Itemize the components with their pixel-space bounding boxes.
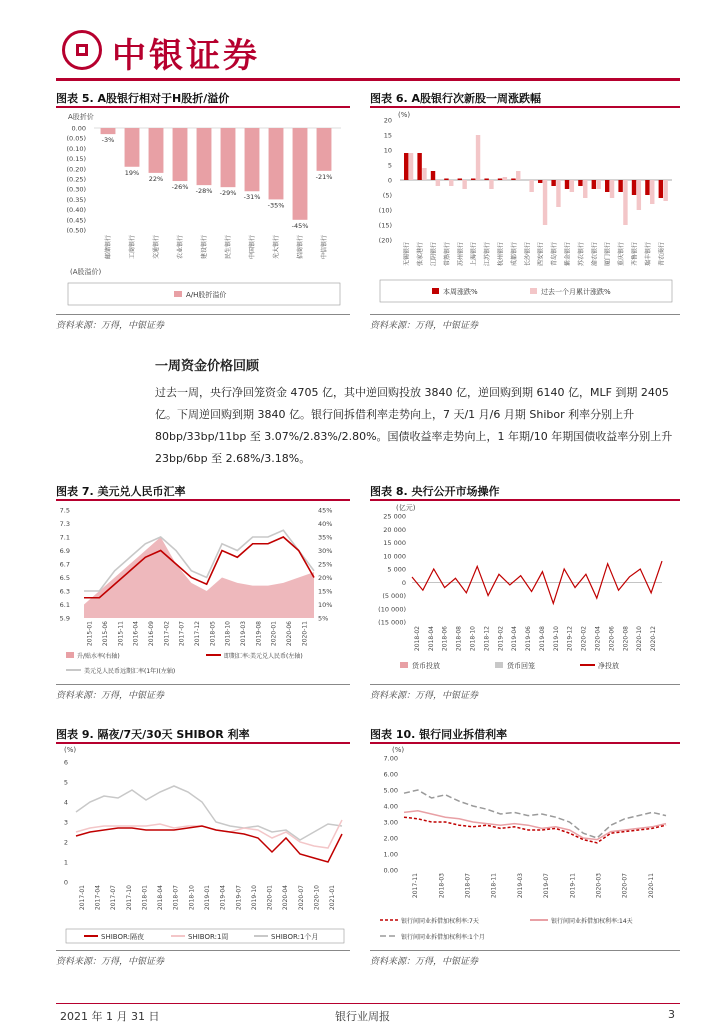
- fig6-bar-week: [458, 179, 462, 181]
- fig8-y-tick: 25 000: [383, 512, 406, 521]
- fig5-data-label: -29%: [219, 189, 237, 198]
- fig5-y-tick: (0.35): [66, 195, 86, 204]
- fig6-x-ticks: [403, 242, 666, 266]
- fig7-legend-label-1: 升/贴水率(右轴): [77, 653, 120, 660]
- fig6-y-tick: (10): [378, 206, 392, 215]
- fig9-1m-line: [76, 786, 342, 840]
- fig8-legend-swatch-1: [400, 662, 408, 668]
- fig9-legend-label-3: SHIBOR:1个月: [271, 933, 319, 941]
- fig9-x-tick: 2020-01: [266, 885, 274, 911]
- fig7-x-tick: 2017-02: [163, 621, 171, 647]
- fig8-y-tick: (10 000): [378, 605, 406, 614]
- fig7-yr-tick: 5%: [318, 614, 329, 623]
- fig6-y-tick: 0: [387, 176, 392, 185]
- fig6-bar-week: [431, 171, 435, 180]
- fig9-y-tick: 1: [63, 858, 68, 867]
- fig8-x-tick: 2018-04: [427, 626, 435, 652]
- fig8-x-tick: 2019-12: [566, 626, 574, 652]
- fig5-chart: [56, 108, 350, 308]
- fig6-x-tick: 江阴银行: [430, 242, 438, 267]
- fig10-unit: (%): [392, 746, 405, 754]
- fig6-x-tick: 上海银行: [470, 242, 478, 267]
- fig5-data-label: 19%: [124, 168, 140, 177]
- fig6-x-tick: 苏农银行: [577, 242, 585, 267]
- fig6-x-tick: 齐鲁银行: [631, 242, 639, 267]
- fig6-y-tick: 5: [387, 161, 392, 170]
- fig6-legend-box: [380, 280, 672, 302]
- fig5-y-ticks: [66, 125, 86, 235]
- fig6-bar-month: [570, 180, 574, 192]
- fig7-yl-tick: 6.7: [59, 560, 70, 569]
- fig7-yl-tick: 6.5: [59, 574, 70, 582]
- fig6-bar-month: [516, 171, 520, 180]
- fig10-y-tick: 7.00: [383, 754, 398, 763]
- fig6-src-rule: [370, 314, 680, 315]
- fig6-legend-label-1: 本周涨跌%: [443, 288, 478, 296]
- fig6-x-tick: 张家港行: [417, 242, 425, 267]
- fig7-x-ticks: [87, 621, 309, 646]
- fig6-title: 图表 6. A股银行次新股一周涨跌幅: [370, 92, 542, 105]
- fig6-x-tick: 杭州银行: [497, 242, 505, 267]
- fig6-x-tick: 成都银行: [510, 242, 518, 267]
- fig6-bar-month: [529, 180, 533, 192]
- fig10-y-tick: 3.00: [383, 818, 398, 827]
- fig10-x-ticks: [412, 873, 655, 898]
- fig8-source: 资料来源：万得，中银证券: [370, 691, 479, 701]
- fig5-y-tick: (0.05): [66, 134, 86, 143]
- fig10-legend-label-1: 银行间同业拆借加权利率:7天: [401, 918, 479, 925]
- fig9-x-tick: 2018-07: [172, 885, 180, 911]
- fig6-bar-week: [417, 153, 421, 180]
- fig6-y-tick: (15): [378, 221, 392, 230]
- fig6-source: 资料来源：万得，中银证券: [370, 321, 479, 331]
- fig7-x-tick: 2015-01: [86, 621, 94, 647]
- fig6-chart: [370, 108, 680, 308]
- fig6-bar-month: [556, 180, 560, 207]
- fig10-chart: [370, 744, 680, 946]
- fig7-yr-tick: 15%: [318, 587, 333, 596]
- fig10-y-tick: 1.00: [383, 850, 398, 859]
- fig6-bar-week: [618, 180, 622, 192]
- fig5-category-label: 农业银行: [177, 235, 184, 260]
- fig10-x-tick: 2018-07: [464, 873, 472, 899]
- fig5-legend-label: A/H股折溢价: [186, 291, 227, 299]
- fig6-x-tick: 瑞丰银行: [644, 242, 652, 267]
- fig6-x-tick: 常熟银行: [443, 242, 451, 267]
- fig8-x-tick: 2020-10: [636, 626, 644, 652]
- fig5-category-label: 中信银行: [321, 235, 328, 260]
- fig5-y-tick: 0.00: [71, 124, 86, 133]
- fig8-x-tick: 2020-06: [608, 626, 616, 652]
- fig5-bar: [173, 128, 188, 181]
- fig5-category-label: 光大银行: [273, 235, 280, 260]
- fig9-y-tick: 4: [63, 798, 68, 807]
- fig9-x-tick: 2019-10: [250, 885, 258, 911]
- fig5-category-label: 招商银行: [297, 235, 304, 260]
- fig6-y-tick: (20): [378, 236, 392, 245]
- fig6-bar-week: [592, 180, 596, 189]
- fig6-legend-label-2: 过去一个月累计涨跌%: [541, 288, 611, 296]
- fig6-unit: (%): [398, 111, 411, 119]
- fig6-bar-week: [632, 180, 636, 195]
- fig10-source: 资料来源：万得，中银证券: [370, 957, 479, 967]
- fig10-x-tick: 2020-03: [595, 873, 603, 899]
- fig10-y-tick: 5.00: [383, 786, 398, 795]
- fig6-bar-month: [650, 180, 654, 204]
- fig8-x-tick: 2019-04: [511, 626, 519, 652]
- fig6-bar-month: [409, 153, 413, 180]
- fig6-bar-month: [476, 135, 480, 180]
- fig7-y-right-ticks: [318, 507, 332, 623]
- brand-name: 中银证券: [112, 36, 260, 76]
- fig8-x-tick: 2018-12: [483, 626, 491, 652]
- footer-date: 2021 年 1 月 31 日: [60, 1010, 160, 1023]
- fig8-legend-label-2: 货币回笼: [507, 662, 535, 670]
- fig6-x-tick: 江苏银行: [484, 242, 492, 267]
- fig10-x-tick: 2019-07: [543, 873, 551, 899]
- fig5-y-tick: (0.15): [66, 155, 86, 164]
- fig10-x-tick: 2019-11: [569, 873, 577, 899]
- fig9-x-tick: 2020-04: [282, 885, 290, 911]
- fig6-bar-month: [449, 180, 453, 186]
- fig9-x-tick: 2017-04: [94, 885, 102, 911]
- fig8-src-rule: [370, 684, 680, 685]
- fig9-x-tick: 2017-01: [78, 885, 86, 911]
- fig7-x-tick: 2016-04: [132, 621, 140, 647]
- fig9-y-tick: 3: [63, 818, 68, 827]
- fig6-x-tick: 青岛银行: [551, 242, 559, 267]
- fig6-bar-month: [596, 180, 600, 189]
- fig6-bar-week: [498, 179, 502, 181]
- fig9-x-tick: 2018-04: [157, 885, 165, 911]
- fig5-data-label: -28%: [195, 187, 213, 196]
- fig8-y-tick: 20 000: [383, 525, 406, 534]
- fig10-y-ticks: [384, 755, 398, 875]
- fig9-x-ticks: [79, 885, 336, 910]
- fig9-y-tick: 0: [63, 878, 68, 887]
- fig8-legend-swatch-2: [495, 662, 503, 668]
- fig7-legend-label-3: 美元兑人民币远期汇率(1年)(左轴): [84, 668, 176, 675]
- fig10-legend-label-2: 银行间同业拆借加权利率:14天: [551, 918, 633, 925]
- fig6-bar-month: [489, 180, 493, 189]
- fig10-y-tick: 0.00: [383, 866, 398, 875]
- fig7-legend-label-2: 即期汇率:美元兑人民币(左轴): [224, 653, 303, 660]
- fig8-legend-label-1: 货币投放: [412, 662, 440, 670]
- fig10-x-tick: 2018-03: [438, 873, 446, 899]
- fig8-y-tick: 10 000: [383, 552, 406, 561]
- fig6-x-tick: 长沙银行: [524, 242, 532, 267]
- fig6-bar-week: [484, 179, 488, 181]
- fig8-x-ticks: [414, 626, 657, 651]
- fig8-x-tick: 2018-02: [413, 626, 421, 652]
- fig6-bar-month: [503, 177, 507, 180]
- fig7-title: 图表 7. 美元兑人民币汇率: [56, 485, 186, 498]
- fig7-plot: [84, 530, 314, 618]
- fig8-x-tick: 2019-08: [538, 626, 546, 652]
- fig7-yl-tick: 6.3: [59, 587, 70, 596]
- fig5-bar: [293, 128, 308, 220]
- fig5-bar: [269, 128, 284, 199]
- fig7-x-tick: 2017-12: [194, 621, 201, 647]
- fig7-x-tick: 2020-06: [286, 621, 293, 647]
- fig6-y-tick: 10: [383, 146, 392, 155]
- fig6-bar-week: [404, 153, 408, 180]
- fig9-x-tick: 2017-10: [125, 885, 133, 911]
- fig5-bars: [101, 128, 333, 259]
- fig8-y-tick: 5 000: [387, 565, 406, 574]
- fig9-y-tick: 6: [63, 758, 68, 767]
- fig5-category-label: 工商银行: [129, 235, 136, 260]
- fig5-data-label: -45%: [291, 221, 309, 230]
- fig5-title: 图表 5. A股银行相对于H股折/溢价: [56, 92, 230, 105]
- section-heading: 一周资金价格回顾: [155, 359, 260, 374]
- fig10-x-tick: 2020-07: [621, 873, 629, 899]
- fig10-x-tick: 2019-03: [516, 873, 524, 899]
- fig6-bar-month: [623, 180, 627, 225]
- fig6-x-tick: 重庆银行: [618, 242, 626, 267]
- fig8-x-tick: 2018-08: [455, 626, 463, 652]
- fig6-bar-week: [551, 180, 555, 186]
- fig5-bar: [149, 128, 164, 173]
- fig6-x-tick: 苏州银行: [457, 242, 465, 267]
- fig6-bar-week: [538, 180, 542, 183]
- fig7-x-tick: 2020-11: [301, 621, 309, 647]
- fig7-yr-tick: 20%: [318, 574, 333, 582]
- fig7-yr-tick: 40%: [318, 520, 333, 528]
- fig9-unit: (%): [64, 746, 77, 754]
- fig5-y-tick: (0.30): [66, 185, 86, 194]
- fig5-bar: [125, 128, 140, 167]
- fig9-x-tick: 2017-07: [110, 885, 118, 911]
- fig9-x-tick: 2020-07: [297, 885, 305, 911]
- fig7-x-tick: 2015-11: [117, 621, 125, 647]
- fig7-yr-tick: 35%: [318, 533, 333, 542]
- fig7-yr-tick: 25%: [318, 560, 333, 569]
- fig7-x-tick: 2017-07: [178, 621, 186, 647]
- fig6-bar-month: [637, 180, 641, 210]
- fig9-legend-label-2: SHIBOR:1周: [188, 933, 229, 941]
- fig6-x-tick: 渝农银行: [591, 242, 599, 267]
- fig8-x-tick: 2020-04: [594, 626, 602, 652]
- fig5-y-tick: (0.20): [66, 165, 86, 174]
- fig5-y-tick: (0.50): [66, 226, 86, 235]
- fig9-src-rule: [56, 950, 350, 951]
- fig7-x-tick: 2020-01: [270, 621, 278, 647]
- fig7-x-tick: 2018-05: [209, 621, 217, 647]
- fig6-y-ticks: [379, 117, 392, 245]
- fig5-source: 资料来源：万得，中银证券: [56, 321, 165, 331]
- fig5-axis-note: (A股溢价): [70, 268, 102, 276]
- fig6-bar-month: [583, 180, 587, 198]
- fig6-x-tick: 青农商行: [658, 242, 666, 267]
- fig8-rule: [370, 499, 680, 501]
- fig7-yl-tick: 7.5: [59, 506, 70, 515]
- fig8-y-ticks: [378, 513, 406, 627]
- fig5-axis-title: A股折价: [68, 113, 94, 121]
- footer-page: 3: [668, 1008, 675, 1021]
- fig6-bar-month: [436, 180, 440, 186]
- fig5-category-label: 中国银行: [249, 235, 256, 260]
- fig10-x-tick: 2020-11: [647, 873, 655, 899]
- fig6-bar-month: [422, 168, 426, 180]
- fig8-title: 图表 8. 央行公开市场操作: [370, 485, 500, 498]
- fig8-y-tick: 15 000: [383, 539, 406, 547]
- fig8-x-tick: 2019-06: [525, 626, 533, 652]
- fig7-x-tick: 2016-09: [148, 621, 155, 647]
- fig7-x-tick: 2019-03: [240, 621, 247, 647]
- fig7-yl-tick: 7.1: [59, 533, 70, 542]
- fig8-x-tick: 2019-10: [552, 626, 560, 652]
- fig7-yr-tick: 30%: [318, 547, 333, 555]
- fig8-y-tick: (5 000): [382, 592, 406, 600]
- fig5-bar: [317, 128, 332, 171]
- fig5-data-label: -21%: [315, 172, 333, 181]
- fig5-data-label: -3%: [101, 136, 115, 145]
- fig7-premium-area: [84, 537, 314, 618]
- fig8-x-tick: 2020-12: [650, 626, 658, 652]
- fig7-x-tick: 2019-08: [255, 621, 263, 647]
- fig6-y-tick: 20: [383, 116, 392, 125]
- fig6-bar-month: [610, 180, 614, 198]
- fig9-1w-line: [76, 820, 342, 848]
- fig8-x-tick: 2018-06: [441, 626, 449, 652]
- footer-report: 银行业周报: [335, 1010, 390, 1023]
- fig8-unit: (亿元): [396, 504, 416, 512]
- fig10-y-tick: 2.00: [383, 834, 398, 843]
- fig8-plot: [412, 561, 662, 603]
- fig6-bar-month: [462, 180, 466, 189]
- fig6-x-tick: 紫金银行: [564, 242, 572, 267]
- fig9-source: 资料来源：万得，中银证券: [56, 957, 165, 967]
- fig8-chart: [370, 502, 680, 680]
- fig7-yr-tick: 45%: [318, 506, 333, 515]
- fig7-yl-tick: 6.9: [59, 547, 70, 555]
- fig6-x-tick: 厦门银行: [604, 242, 612, 267]
- fig6-bar-week: [605, 180, 609, 192]
- fig5-category-label: 邮储银行: [105, 235, 112, 260]
- fig7-src-rule: [56, 684, 350, 685]
- fig6-bar-month: [663, 180, 667, 201]
- fig5-bar: [197, 128, 212, 185]
- fig6-legend-swatch-1: [432, 288, 439, 294]
- fig5-category-label: 交通银行: [153, 235, 160, 260]
- fig6-bar-week: [565, 180, 569, 189]
- fig9-overnight-line: [76, 826, 342, 862]
- fig7-yl-tick: 5.9: [59, 614, 70, 623]
- fig5-y-tick: (0.40): [66, 206, 86, 215]
- fig7-x-tick: 2015-06: [102, 621, 109, 647]
- fig6-bar-month: [543, 180, 547, 225]
- bank-logo: [62, 30, 102, 70]
- fig7-x-tick: 2018-10: [224, 621, 232, 647]
- fig6-legend-swatch-2: [530, 288, 537, 294]
- fig6-bar-week: [578, 180, 582, 186]
- fig10-plot: [404, 790, 666, 843]
- fig10-src-rule: [370, 950, 680, 951]
- fig8-y-tick: (15 000): [378, 618, 406, 627]
- header-rule: [56, 78, 680, 81]
- fig8-legend-label-3: 净投放: [598, 662, 619, 670]
- fig9-x-tick: 2019-07: [235, 885, 243, 911]
- fig7-legend-swatch-1: [66, 652, 74, 658]
- fig6-bar-week: [444, 179, 448, 181]
- fig9-y-tick: 2: [63, 838, 68, 847]
- fig8-x-tick: 2020-08: [622, 626, 630, 652]
- fig10-legend-label-3: 银行间同业拆借加权利率:1个月: [401, 934, 485, 941]
- fig5-legend-swatch: [174, 291, 182, 297]
- fig6-x-tick: 西安银行: [537, 242, 545, 267]
- fig7-yl-tick: 6.1: [59, 601, 70, 609]
- fig8-x-tick: 2018-10: [469, 626, 477, 652]
- fig9-x-tick: 2018-10: [188, 885, 196, 911]
- fig7-chart: [56, 502, 350, 680]
- fig6-bar-week: [659, 180, 663, 198]
- fig10-y-tick: 4.00: [383, 802, 398, 811]
- fig5-data-label: -35%: [267, 201, 285, 210]
- fig5-bar: [101, 128, 116, 134]
- fig9-x-tick: 2019-01: [204, 885, 211, 911]
- fig6-bar-week: [471, 179, 475, 181]
- fig10-x-tick: 2018-11: [490, 873, 498, 899]
- fig9-legend-label-1: SHIBOR:隔夜: [101, 933, 144, 941]
- fig5-src-rule: [56, 314, 350, 315]
- fig10-title: 图表 10. 银行同业拆借利率: [370, 728, 508, 741]
- fig9-y-tick: 5: [63, 778, 68, 787]
- fig9-y-ticks: [64, 759, 68, 887]
- fig6-y-tick: (5): [382, 191, 392, 200]
- fig5-category-label: 建设银行: [201, 235, 208, 260]
- fig5-y-tick: (0.10): [66, 144, 86, 153]
- fig6-bar-week: [511, 179, 515, 181]
- footer-rule: [56, 1003, 680, 1004]
- fig8-x-tick: 2020-02: [580, 626, 588, 652]
- fig7-y-left-ticks: [60, 507, 70, 623]
- fig10-x-tick: 2017-11: [412, 873, 420, 899]
- fig9-chart: [56, 744, 350, 944]
- fig5-y-tick: (0.45): [66, 216, 86, 225]
- fig5-data-label: -26%: [171, 183, 189, 192]
- fig6-x-tick: 无锡银行: [403, 242, 411, 267]
- fig9-x-tick: 2018-01: [141, 885, 149, 911]
- fig5-bar: [245, 128, 260, 191]
- fig5-y-tick: (0.25): [66, 175, 86, 184]
- fig7-yl-tick: 7.3: [59, 520, 70, 528]
- fig5-category-label: 民生银行: [225, 235, 232, 260]
- fig8-y-tick: 0: [401, 578, 406, 587]
- fig5-data-label: 22%: [148, 174, 164, 183]
- fig6-y-tick: 15: [383, 131, 392, 140]
- fig8-x-tick: 2019-02: [497, 626, 505, 652]
- fig9-plot: [76, 786, 342, 862]
- fig9-x-tick: 2019-04: [219, 885, 227, 911]
- fig9-x-tick: 2021-01: [329, 885, 337, 911]
- section-body: 过去一周，央行净回笼资金 4705 亿，其中逆回购投放 3840 亿，逆回购到期 6140 亿，MLF 到期 2405 亿。下周逆回购到期 3840 亿。银行间拆借利率走势向上，7 天/1 月/6 月期 Shibor 利率分别上升 80bp/33bp/11bp 至 3.07%/2.83%/2.80%。国债收益率走势向上，1 年期/10 年期国债收益率分别上升 23bp/6bp 至 2.68%/3.18%。: [155, 386, 673, 465]
- fig7-rule: [56, 499, 350, 501]
- fig9-x-tick: 2020-10: [313, 885, 321, 911]
- fig10-y-tick: 6.00: [383, 770, 398, 779]
- fig5-bar: [221, 128, 236, 187]
- fig9-title: 图表 9. 隔夜/7天/30天 SHIBOR 利率: [56, 728, 250, 741]
- fig6-bar-week: [645, 180, 649, 195]
- fig5-data-label: -31%: [243, 193, 261, 202]
- fig7-source: 资料来源：万得，中银证券: [56, 691, 165, 701]
- fig7-yr-tick: 10%: [318, 601, 333, 609]
